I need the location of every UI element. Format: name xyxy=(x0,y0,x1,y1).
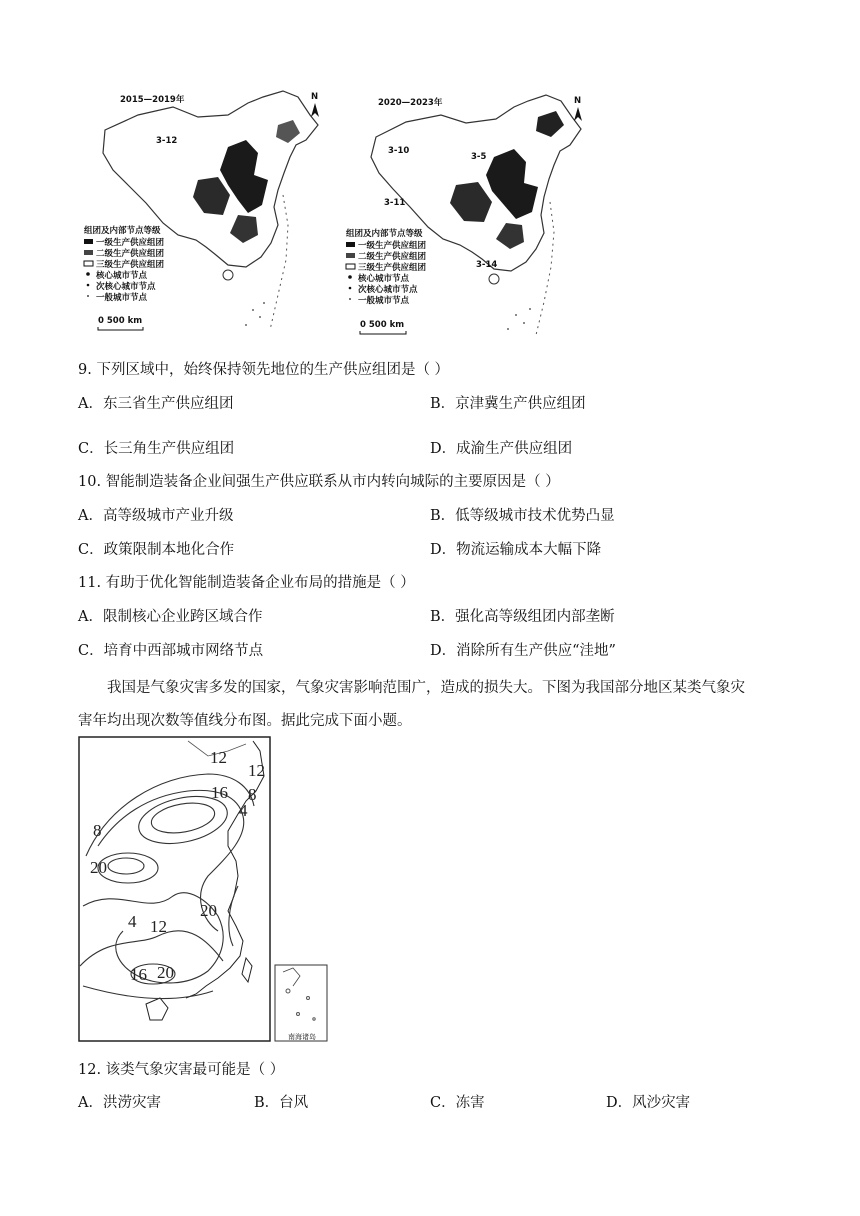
question-11-stem: 11. 有助于优化智能制造装备企业布局的措施是（ ） xyxy=(78,575,415,591)
map-title-right: 2020—2023年 xyxy=(378,98,443,108)
legend-item: 二级生产供应组团 xyxy=(96,249,165,259)
scale-label-left: 0 500 km xyxy=(98,316,143,326)
node-label: 3-14 xyxy=(476,260,498,270)
contour-label: 8 xyxy=(93,821,102,840)
legend-item: 一级生产供应组团 xyxy=(96,238,165,248)
legend-item: 核心城市节点 xyxy=(358,274,410,284)
q11-option-b[interactable]: B．强化高等级组团内部垄断 xyxy=(430,609,615,625)
node-label: 3-10 xyxy=(388,146,410,156)
question-10-stem: 10. 智能制造装备企业间强生产供应联系从市内转向城际的主要原因是（ ） xyxy=(78,474,560,490)
contour-label: 16 xyxy=(130,965,147,984)
legend-title-left: 组团及内部节点等级 xyxy=(84,226,161,236)
q11-option-c[interactable]: C．培育中西部城市网络节点 xyxy=(78,643,264,659)
legend-item: 一般城市节点 xyxy=(96,293,148,303)
north-label-left: N xyxy=(311,92,319,102)
q9-option-b[interactable]: B．京津冀生产供应组团 xyxy=(430,396,586,412)
contour-label: 20 xyxy=(200,901,217,920)
map-title-left: 2015—2019年 xyxy=(120,95,185,105)
node-label: 3-12 xyxy=(156,136,178,146)
q9-option-a[interactable]: A．东三省生产供应组团 xyxy=(78,396,234,412)
legend-item: 一般城市节点 xyxy=(358,296,410,306)
north-arrow-icon xyxy=(311,103,319,117)
legend-item: 一级生产供应组团 xyxy=(358,241,427,251)
node-label: 3-11 xyxy=(384,198,406,208)
q12-option-d[interactable]: D．风沙灾害 xyxy=(606,1095,691,1111)
contour-label: 4 xyxy=(128,912,137,931)
contour-label: 20 xyxy=(157,963,174,982)
question-12-stem: 12. 该类气象灾害最可能是（ ） xyxy=(78,1062,285,1078)
q12-option-b[interactable]: B．台风 xyxy=(254,1095,309,1111)
q12-option-a[interactable]: A．洪涝灾害 xyxy=(78,1095,161,1111)
q10-option-b[interactable]: B．低等级城市技术优势凸显 xyxy=(430,508,615,524)
question-9-stem: 9. 下列区域中，始终保持领先地位的生产供应组团是（ ） xyxy=(78,362,450,378)
legend-item: 三级生产供应组团 xyxy=(96,260,165,270)
q11-option-a[interactable]: A．限制核心企业跨区域合作 xyxy=(78,609,263,625)
map-2020-2023 xyxy=(346,95,582,335)
contour-label: 12 xyxy=(210,748,227,767)
q10-option-a[interactable]: A．高等级城市产业升级 xyxy=(78,508,234,524)
contour-label: 8 xyxy=(248,785,257,804)
north-arrow-icon xyxy=(574,107,582,121)
legend-item: 次核心城市节点 xyxy=(96,282,156,292)
q12-option-c[interactable]: C．冻害 xyxy=(430,1095,485,1111)
legend-item: 三级生产供应组团 xyxy=(358,263,427,273)
contour-label: 20 xyxy=(90,858,107,877)
legend-item: 二级生产供应组团 xyxy=(358,252,427,262)
q11-option-d[interactable]: D．消除所有生产供应“洼地” xyxy=(430,643,616,659)
legend-item: 核心城市节点 xyxy=(96,271,148,281)
contour-map xyxy=(78,736,330,1044)
contour-label: 12 xyxy=(150,917,167,936)
legend-item: 次核心城市节点 xyxy=(358,285,418,295)
node-label: 3-5 xyxy=(471,152,487,162)
q9-option-c[interactable]: C．长三角生产供应组团 xyxy=(78,441,235,457)
passage-line-1: 我国是气象灾害多发的国家，气象灾害影响范围广，造成的损失大。下图为我国部分地区某类气象灾 xyxy=(107,680,745,696)
contour-label: 12 xyxy=(248,761,265,780)
inset-label: 南海诸岛 xyxy=(288,1033,316,1041)
north-label-right: N xyxy=(574,96,582,106)
q10-option-d[interactable]: D．物流运输成本大幅下降 xyxy=(430,542,602,558)
q10-option-c[interactable]: C．政策限制本地化合作 xyxy=(78,542,235,558)
scale-label-right: 0 500 km xyxy=(360,320,405,330)
contour-label: 16 xyxy=(211,783,228,802)
cluster-maps xyxy=(78,85,598,340)
map-2015-2019 xyxy=(84,91,319,330)
q9-option-d[interactable]: D．成渝生产供应组团 xyxy=(430,441,573,457)
legend-title-right: 组团及内部节点等级 xyxy=(346,229,423,239)
contour-label: 4 xyxy=(239,801,248,820)
passage-line-2: 害年均出现次数等值线分布图。据此完成下面小题。 xyxy=(78,713,412,729)
